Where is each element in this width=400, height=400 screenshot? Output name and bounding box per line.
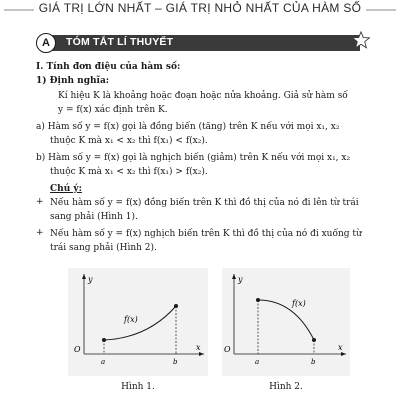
heading-monotonicity: I. Tính đơn điệu của hàm số: — [36, 62, 181, 72]
definition-line-1: Kí hiệu K là khoảng hoặc đoạn hoặc nửa khoảng. Giả sử hàm số — [58, 91, 348, 101]
figure-1-b-label: b — [173, 358, 178, 366]
note-1-bullet: + — [36, 197, 44, 207]
figure-1-x-label: x — [196, 343, 201, 352]
definition-line-2: y = f(x) xác định trên K. — [58, 105, 168, 115]
note-2-line-1: Nếu hàm số y = f(x) nghịch biến trên K thì đồ thị của nó đi xuống từ — [50, 229, 362, 239]
figure-2-a-label: a — [255, 358, 260, 366]
section-badge: A — [36, 33, 56, 53]
increasing-definition-line-2: thuộc K mà x₁ < x₂ thì f(x₁) < f(x₂). — [50, 136, 208, 146]
figure-1-increasing-graph — [68, 268, 208, 376]
increasing-definition-line-1: a) Hàm số y = f(x) gọi là đồng biến (tăng) trên K nếu với mọi x₁, x₂ — [36, 122, 340, 132]
header-left-ornament — [4, 4, 34, 16]
figure-1-caption: Hình 1. — [121, 382, 155, 392]
figure-2-b-label: b — [311, 358, 316, 366]
header-right-ornament — [366, 4, 396, 16]
figure-1-y-label: y — [88, 275, 93, 284]
figure-1-origin-label: O — [74, 345, 81, 354]
note-2-line-2: trái sang phải (Hình 2). — [50, 243, 157, 253]
figure-2-x-label: x — [338, 343, 343, 352]
decreasing-definition-line-1: b) Hàm số y = f(x) gọi là nghịch biến (giảm) trên K nếu với mọi x₁, x₂ — [36, 153, 351, 163]
figure-2-decreasing-graph — [222, 268, 350, 376]
page-header — [0, 0, 400, 20]
note-2-bullet: + — [36, 228, 44, 238]
decreasing-definition-line-2: thuộc K mà x₁ < x₂ thì f(x₁) > f(x₂). — [50, 167, 208, 177]
figure-2-curve-label: f(x) — [292, 299, 306, 308]
figure-2-origin-label: O — [224, 345, 231, 354]
figure-1-curve-label: f(x) — [124, 315, 138, 324]
page-title: GIÁ TRỊ LỚN NHẤT – GIÁ TRỊ NHỎ NHẤT CỦA HÀM SỐ — [38, 1, 362, 15]
heading-definition: 1) Định nghĩa: — [36, 76, 110, 86]
figure-2-caption: Hình 2. — [269, 382, 303, 392]
figure-2-y-label: y — [238, 275, 243, 284]
figure-1-a-label: a — [101, 358, 106, 366]
section-title: TÓM TẮT LÍ THUYẾT — [66, 36, 174, 48]
note-1-line-1: Nếu hàm số y = f(x) đồng biến trên K thì đồ thị của nó đi lên từ trái — [50, 198, 359, 208]
star-icon — [352, 31, 370, 49]
note-title: Chú ý: — [50, 184, 82, 194]
section-header — [36, 33, 366, 53]
note-1-line-2: sang phải (Hình 1). — [50, 212, 138, 222]
